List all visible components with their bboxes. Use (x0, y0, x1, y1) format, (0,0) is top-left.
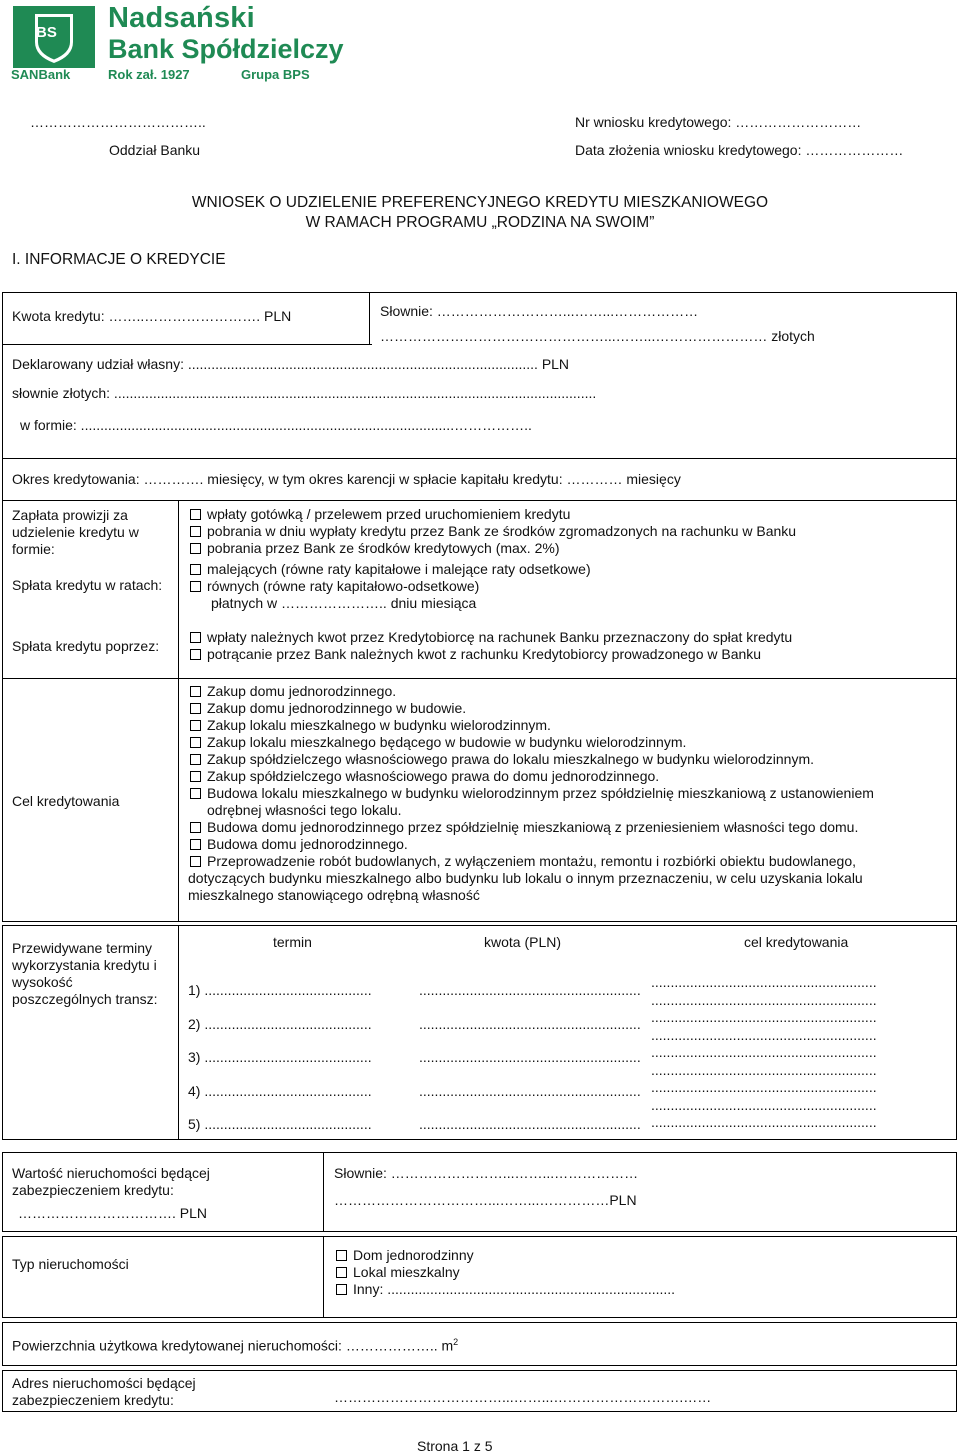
purpose-option[interactable]: Zakup domu jednorodzinnego. (190, 683, 874, 700)
purpose-column (651, 974, 877, 1132)
divider (178, 500, 179, 922)
installment-option[interactable]: malejących (równe raty kapitałowe i malejące raty odsetkowe) (190, 561, 591, 578)
checkbox[interactable] (190, 771, 201, 782)
divider (323, 1152, 324, 1232)
amount-field[interactable]: ......................................................... (419, 982, 641, 998)
form-title-line1: WNIOSEK O UDZIELENIE PREFERENCYJNEGO KREDYTU MIESZKANIOWEGO (191, 194, 769, 211)
purpose-field[interactable]: .......................................................... (651, 1009, 877, 1025)
property-type-options (336, 1247, 675, 1298)
credit-amount-words[interactable]: Słownie: ………………………...……...……………… (380, 303, 699, 319)
repayment-option[interactable]: wpłaty należnych kwot przez Kredytobiorcę na rachunek Banku przeznaczony do spłat kredytu (190, 629, 792, 646)
purpose-option[interactable]: Zakup spółdzielczego własnościowego prawa do domu jednorodzinnego. (190, 768, 874, 785)
application-number[interactable]: Nr wniosku kredytowego: ……………………… (575, 114, 862, 130)
purpose-option[interactable]: Budowa lokalu mieszkalnego w budynku wielorodzinnym przez spółdzielnię mieszkaniową z ustanowieniem (190, 785, 874, 802)
commission-options (190, 506, 796, 557)
purpose-label: Cel kredytowania (12, 793, 120, 809)
property-type-option[interactable]: Inny: .......................................................................... (336, 1281, 675, 1298)
checkbox[interactable] (190, 720, 201, 731)
checkbox[interactable] (190, 526, 201, 537)
checkbox[interactable] (190, 839, 201, 850)
purpose-options: Zakup domu jednorodzinnego. Zakup domu jednorodzinnego w budowie. Zakup lokalu mieszkalnego w budynku wielorodzinnym. Zakup lokalu mieszkalnego będącego w budowie w budynku wielorodzinnym. Zakup spółdzielczego własnościowego prawa do lokalu mieszkalnego w budynku wielorodzinnym. Zakup spółdzielczego własnościowego prawa do domu jednorodzinnego. Budowa lokalu mieszkalnego w budynku wielorodzinnym przez spółdzielnię mieszkaniową z ustanowieniem odrębnej własności tego lokalu. Budowa domu jednorodzinnego przez spółdzielnię mieszkaniową z przeniesieniem własności tego domu. Budowa domu jednorodzinnego. Przeprowadzenie robót budowlanych, z wyłączeniem montażu, remontu i rozbiórki obiektu budowlanego, dotyczących budynku mieszkalnego albo budynku lub lokalu o innym przeznaczeniu, w celu uzyskania lokalu mieszkalnego stanowiącego odrębną własność (188, 683, 874, 903)
credit-amount-words-line2[interactable]: …………………………………………...……...…………………… złotych (380, 328, 815, 344)
credit-amount-field[interactable]: Kwota kredytu: ……..……………………. PLN (12, 308, 292, 324)
term-field[interactable]: 3) ........................................... (188, 1049, 372, 1065)
divider (323, 1236, 324, 1318)
checkbox[interactable] (190, 822, 201, 833)
divider (369, 292, 370, 344)
tranches-label: Przewidywane terminy wykorzystania kredytu i wysokość poszczególnych transz: (12, 940, 158, 1007)
installment-options (190, 561, 591, 612)
amount-field[interactable]: ......................................................... (419, 1082, 641, 1099)
purpose-field[interactable]: .......................................................... (651, 1044, 877, 1060)
purpose-option[interactable]: Zakup lokalu mieszkalnego będącego w budowie w budynku wielorodzinnym. (190, 734, 874, 751)
purpose-option[interactable]: Zakup lokalu mieszkalnego w budynku wielorodzinnym. (190, 717, 874, 734)
checkbox[interactable] (190, 509, 201, 520)
installments-label: Spłata kredytu w ratach: (12, 577, 163, 593)
own-share-form[interactable]: w formie: ................................................................................................…………….. (20, 417, 532, 433)
branch-label: Oddział Banku (109, 142, 201, 158)
repayment-option[interactable]: potrącanie przez Bank należnych kwot z rachunku Kredytobiorcy prowadzonego w Banku (190, 646, 792, 663)
usable-area-field[interactable]: Powierzchnia użytkowa kredytowanej nieruchomości: ……………….. $m^2$ (12, 1337, 459, 1354)
column-header-term: termin (273, 934, 312, 950)
repayment-label: Spłata kredytu poprzez: (12, 638, 160, 654)
branch-field[interactable]: ……………………………….. (30, 114, 206, 130)
bank-year: Rok zał. 1927 (108, 67, 190, 82)
purpose-field[interactable]: .......................................................... (651, 1026, 877, 1043)
commission-option[interactable]: wpłaty gotówką / przelewem przed uruchomieniem kredytu (190, 506, 796, 523)
logo-emblem-text: BS (36, 24, 57, 41)
term-field[interactable]: 4) ........................................... (188, 1082, 372, 1099)
checkbox[interactable] (190, 649, 201, 660)
section-heading: I. INFORMACJE O KREDYCIE (12, 251, 226, 268)
amount-field[interactable]: ......................................................... (419, 1116, 641, 1132)
bank-name-line2: Bank Spółdzielczy (108, 34, 344, 64)
checkbox[interactable] (190, 686, 201, 697)
commission-option[interactable]: pobrania w dniu wypłaty kredytu przez Bank ze środków zgromadzonych na rachunku w Banku (190, 523, 796, 540)
form-title-line2: W RAMACH PROGRAMU „RODZINA NA SWOIM” (305, 214, 655, 231)
purpose-field[interactable]: .......................................................... (651, 974, 877, 990)
checkbox[interactable] (190, 788, 201, 799)
credit-period-field[interactable]: Okres kredytowania: …………. miesięcy, w tym okres karencji w spłacie kapitału kredytu: ………… miesięcy (12, 471, 681, 487)
property-type-option[interactable]: Dom jednorodzinny (336, 1247, 675, 1264)
page-number: Strona 1 z 5 (417, 1438, 493, 1454)
purpose-option[interactable]: Zakup spółdzielczego własnościowego prawa do lokalu mieszkalnego w budynku wielorodzinnym. (190, 751, 874, 768)
address-field[interactable]: ………………………………...……...……………………….…… (334, 1389, 712, 1405)
divider (178, 925, 179, 1140)
purpose-field[interactable]: .......................................................... (651, 1061, 877, 1078)
column-header-amount: kwota (PLN) (484, 934, 562, 950)
collateral-value-field[interactable]: ……………………………. PLN (18, 1205, 208, 1221)
bank-brand: SANBank (11, 67, 71, 82)
purpose-option[interactable]: Budowa domu jednorodzinnego. (190, 836, 874, 853)
payment-day-field[interactable]: płatnych w ………………….. dniu miesiąca (211, 595, 477, 611)
own-share-field[interactable]: Deklarowany udział własny: .......................................................................................... PLN (12, 356, 570, 372)
amount-field[interactable]: ......................................................... (419, 1049, 641, 1065)
own-share-words[interactable]: słownie złotych: ............................................................................................................................ (12, 385, 597, 401)
commission-option[interactable]: pobrania przez Bank ze środków kredytowych (max. 2%) (190, 540, 796, 557)
column-header-purpose: cel kredytowania (744, 934, 849, 950)
amount-field[interactable]: ......................................................... (419, 1015, 641, 1032)
purpose-option[interactable]: Zakup domu jednorodzinnego w budowie. (190, 700, 874, 717)
checkbox[interactable] (190, 737, 201, 748)
checkbox[interactable] (190, 754, 201, 765)
term-field[interactable]: 1) ........................................... (188, 982, 372, 998)
checkbox[interactable] (190, 856, 201, 867)
divider (2, 458, 957, 459)
purpose-field[interactable]: .......................................................... (651, 1096, 877, 1113)
amount-column (419, 974, 641, 1142)
collateral-words-line2[interactable]: ……………………………...……...……………PLN (334, 1192, 637, 1208)
application-date[interactable]: Data złożenia wniosku kredytowego: ………………… (575, 142, 904, 158)
commission-label: Zapłata prowizji za udzielenie kredytu w formie: (12, 507, 139, 557)
checkbox[interactable] (190, 564, 201, 575)
property-type-option[interactable]: Lokal mieszkalny (336, 1264, 675, 1281)
term-column (188, 974, 372, 1142)
collateral-label: Wartość nieruchomości będącej zabezpieczeniem kredytu: (12, 1165, 210, 1198)
repayment-options (190, 629, 792, 663)
bank-name-line1: Nadsański (108, 2, 255, 34)
address-label: Adres nieruchomości będącej zabezpieczeniem kredytu: (12, 1375, 196, 1408)
purpose-field[interactable]: .......................................................... (651, 1114, 877, 1130)
purpose-field[interactable]: .......................................................... (651, 991, 877, 1008)
checkbox[interactable] (190, 543, 201, 554)
purpose-option[interactable]: Budowa domu jednorodzinnego przez spółdzielnię mieszkaniową z przeniesieniem własności tego domu. (190, 819, 874, 836)
checkbox[interactable] (336, 1250, 347, 1261)
checkbox[interactable] (336, 1284, 347, 1295)
term-field[interactable]: 5) ........................................... (188, 1116, 372, 1132)
checkbox[interactable] (190, 632, 201, 643)
divider (2, 500, 957, 501)
property-type-label: Typ nieruchomości (12, 1256, 129, 1272)
term-field[interactable]: 2) ........................................... (188, 1015, 372, 1032)
checkbox[interactable] (190, 581, 201, 592)
purpose-option[interactable]: Przeprowadzenie robót budowlanych, z wyłączeniem montażu, remontu i rozbiórki obiektu budowlanego, (190, 853, 874, 870)
purpose-field[interactable]: .......................................................... (651, 1079, 877, 1095)
collateral-words-field[interactable]: Słownie: ……………………...……...……………… (334, 1165, 639, 1181)
bank-group: Grupa BPS (241, 67, 310, 82)
divider (2, 344, 372, 345)
checkbox[interactable] (190, 703, 201, 714)
divider (2, 678, 957, 679)
checkbox[interactable] (336, 1267, 347, 1278)
installment-option[interactable]: równych (równe raty kapitałowo-odsetkowe) (190, 578, 591, 595)
